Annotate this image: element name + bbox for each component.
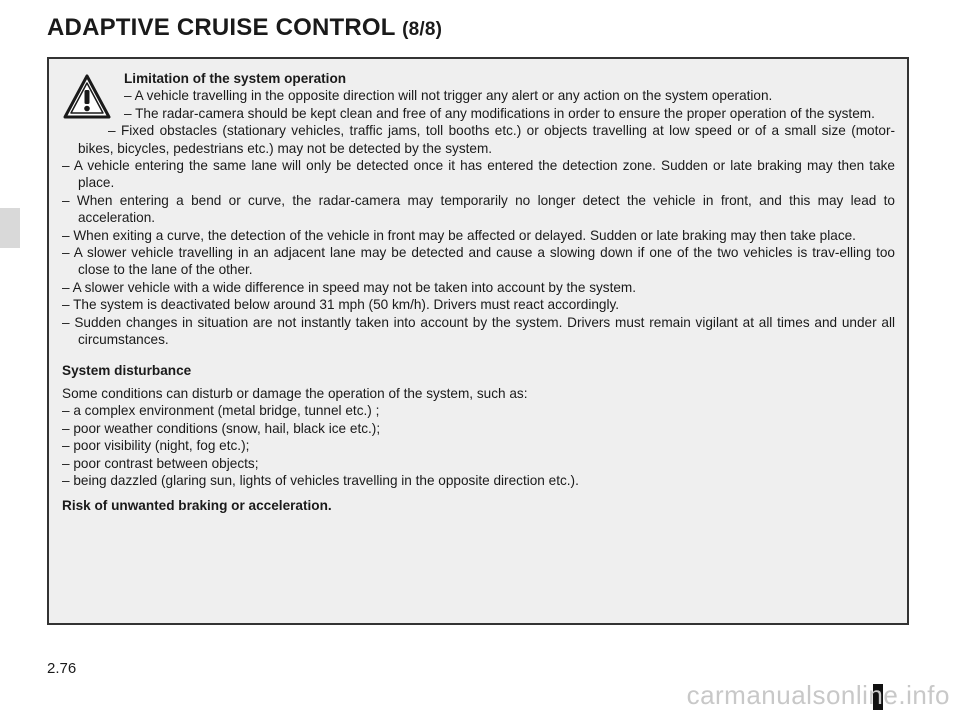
limitation-item: – A slower vehicle with a wide difference in speed may not be taken into account by the system.: [62, 279, 637, 295]
limitation-item: – A vehicle entering the same lane will only be detected once it has entered the detection zone. Sudden or late braking may then take place.: [62, 158, 895, 191]
page-title-text: ADAPTIVE CRUISE CONTROL: [47, 14, 396, 41]
closing-warning: Risk of unwanted braking or acceleration.: [62, 498, 332, 514]
disturbance-item: – poor weather conditions (snow, hail, black ice etc.);: [62, 420, 381, 436]
warning-box: [47, 57, 909, 625]
limitation-item: – The system is deactivated below around 31 mph (50 km/h). Drivers must react accordingly.: [62, 297, 620, 313]
disturbance-item: – being dazzled (glaring sun, lights of vehicles travelling in the opposite direction etc.).: [62, 472, 579, 488]
limitation-item: – Sudden changes in situation are not instantly taken into account by the system. Drivers must remain vigilant at all times and under all circumstances.: [62, 314, 895, 348]
limitation-item: – When exiting a curve, the detection of the vehicle in front may be affected or delayed. Sudden or late braking may then take place.: [62, 227, 856, 243]
warning-item: – A vehicle travelling in the opposite direction will not trigger any alert or any action on the system operation.: [124, 88, 773, 104]
disturbance-intro: Some conditions can disturb or damage the operation of the system, such as:: [62, 385, 528, 401]
page-title-suffix: (8/8): [402, 19, 443, 40]
limitation-item: – When entering a bend or curve, the radar-camera may temporarily no longer detect the vehicle in front, and this may lead to acceleration.: [62, 192, 895, 226]
disturbance-item: – poor contrast between objects;: [62, 455, 259, 471]
chapter-tab: [0, 208, 20, 248]
disturbance-item: – a complex environment (metal bridge, tunnel etc.) ;: [62, 403, 380, 419]
limitation-item: – A slower vehicle travelling in an adjacent lane may be detected and cause a slowing down if one of the two vehicles is trav-elling too close to the lane of the other.: [62, 245, 895, 278]
page-number: 2.76: [47, 660, 77, 677]
warning-item: – The radar-camera should be kept clean and free of any modifications in order to ensure the proper operation of the system.: [124, 105, 875, 121]
section-heading: System disturbance: [62, 362, 192, 378]
disturbance-item: – poor visibility (night, fog etc.);: [62, 438, 250, 454]
warning-triangle-icon: [62, 73, 112, 121]
warning-title: Limitation of the system operation: [124, 71, 347, 86]
limitation-item: – Fixed obstacles (stationary vehicles, traffic jams, toll booths etc.) or objects travelling at low speed or of a small size (motor-bikes, bicycles, pedestrians etc.) may not be detected by the system.: [78, 123, 895, 156]
page-title: [47, 14, 442, 42]
watermark: carmanualsonline.info: [686, 680, 950, 710]
